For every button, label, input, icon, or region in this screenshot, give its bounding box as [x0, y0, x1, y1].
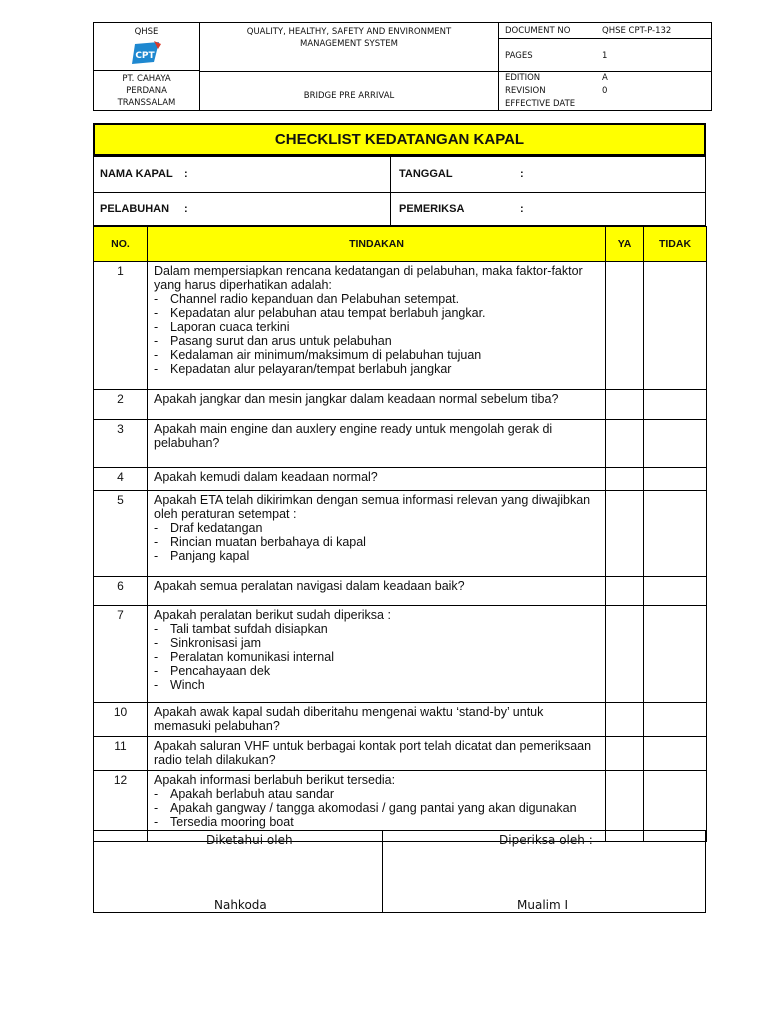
field-value: A	[602, 73, 608, 83]
row-number: 12	[94, 771, 148, 842]
action-text: Apakah kemudi dalam keadaan normal?	[154, 470, 378, 484]
action-item: - Pasang surut dan arus untuk pelabuhan	[154, 334, 599, 348]
field-label: DOCUMENT NO	[505, 26, 571, 36]
action-item: - Apakah gangway / tangga akomodasi / gang pantai yang akan digunakan	[154, 801, 599, 815]
row-number: 7	[94, 606, 148, 703]
tidak-checkbox-cell[interactable]	[644, 577, 707, 606]
action-item: - Kepadatan alur pelayaran/tempat berlabuh jangkar	[154, 362, 599, 376]
action-item: - Channel radio kepanduan dan Pelabuhan setempat.	[154, 292, 599, 306]
table-row	[94, 491, 707, 577]
ya-checkbox-cell[interactable]	[606, 390, 644, 420]
tidak-checkbox-cell[interactable]	[644, 703, 707, 737]
no-column-header: NO.	[94, 227, 148, 262]
action-item: - Kedalaman air minimum/maksimum di pelabuhan tujuan	[154, 348, 599, 362]
tanggal-label: TANGGAL	[399, 168, 453, 180]
action-text: Apakah main engine dan auxlery engine ready untuk mengolah gerak di pelabuhan?	[154, 422, 553, 450]
action-text: Dalam mempersiapkan rencana kedatangan di pelabuhan, maka faktor-faktor yang harus diperhatikan adalah:	[154, 264, 583, 292]
action-cell	[148, 468, 606, 491]
row-number: 1	[94, 262, 148, 390]
field-label: PAGES	[505, 51, 533, 61]
field-label: REVISION	[505, 86, 546, 96]
field-label: EDITION	[505, 73, 541, 83]
company-name-cell	[94, 71, 200, 111]
pemeriksa-label: PEMERIKSA	[399, 203, 465, 215]
company-logo-icon	[130, 40, 164, 66]
system-title-cell	[200, 23, 499, 111]
table-row	[94, 420, 707, 468]
table-row	[94, 577, 707, 606]
action-item: - Sinkronisasi jam	[154, 636, 599, 650]
table-row	[94, 262, 707, 390]
ya-checkbox-cell[interactable]	[606, 420, 644, 468]
ya-checkbox-cell[interactable]	[606, 703, 644, 737]
field-row	[499, 23, 711, 39]
action-item: - Tersedia mooring boat	[154, 815, 599, 829]
nahkoda-label: Nahkoda	[214, 898, 267, 912]
action-item: - Laporan cuaca terkini	[154, 320, 599, 334]
action-cell	[148, 390, 606, 420]
company-name: PT. CAHAYA PERDANA TRANSSALAM	[117, 74, 176, 108]
ya-checkbox-cell[interactable]	[606, 737, 644, 771]
checklist-title: CHECKLIST KEDATANGAN KAPAL	[93, 123, 706, 156]
row-number: 2	[94, 390, 148, 420]
table-row	[94, 606, 707, 703]
field-value: QHSE CPT-P-132	[602, 26, 672, 36]
field-row	[499, 39, 711, 72]
diketahui-oleh-label: Diketahui oleh	[206, 833, 293, 847]
field-value: 1	[602, 51, 608, 61]
tidak-column-header: TIDAK	[644, 227, 707, 262]
colon: :	[184, 168, 188, 180]
system-title: QUALITY, HEALTHY, SAFETY AND ENVIRONMENT MANAGEMENT SYSTEM	[200, 26, 498, 72]
action-item: - Apakah berlabuh atau sandar	[154, 787, 599, 801]
tindakan-column-header: TINDAKAN	[148, 227, 606, 262]
qhse-logo-cell	[94, 23, 200, 71]
colon: :	[184, 203, 188, 215]
document-header	[93, 22, 711, 110]
field-value: 0	[602, 86, 608, 96]
action-text: Apakah semua peralatan navigasi dalam keadaan baik?	[154, 579, 465, 593]
action-item: - Rincian muatan berbahaya di kapal	[154, 535, 599, 549]
action-item-list	[154, 292, 599, 376]
tidak-checkbox-cell[interactable]	[644, 390, 707, 420]
signature-box	[93, 830, 706, 913]
tidak-checkbox-cell[interactable]	[644, 420, 707, 468]
table-row	[94, 390, 707, 420]
field-label: EFFECTIVE DATE	[505, 99, 576, 109]
ya-column-header: YA	[606, 227, 644, 262]
action-item: - Tali tambat sufdah disiapkan	[154, 622, 599, 636]
table-row	[94, 468, 707, 491]
info-row-2	[94, 192, 705, 227]
action-item-list	[154, 787, 599, 829]
pelabuhan-label: PELABUHAN	[100, 203, 170, 215]
ya-checkbox-cell[interactable]	[606, 262, 644, 390]
tidak-checkbox-cell[interactable]	[644, 737, 707, 771]
org-code: QHSE	[134, 27, 159, 37]
row-number: 4	[94, 468, 148, 491]
action-text: Apakah informasi berlabuh berikut tersedia:	[154, 773, 396, 787]
action-item: - Peralatan komunikasi internal	[154, 650, 599, 664]
action-text: Apakah peralatan berikut sudah diperiksa :	[154, 608, 391, 622]
action-item: - Draf kedatangan	[154, 521, 599, 535]
action-text: Apakah jangkar dan mesin jangkar dalam keadaan normal sebelum tiba?	[154, 392, 559, 406]
colon: :	[520, 203, 524, 215]
ya-checkbox-cell[interactable]	[606, 577, 644, 606]
ya-checkbox-cell[interactable]	[606, 491, 644, 577]
action-text: Apakah ETA telah dikirimkan dengan semua informasi relevan yang diwajibkan oleh peraturan setempat :	[154, 493, 591, 521]
action-cell	[148, 262, 606, 390]
action-cell	[148, 737, 606, 771]
tidak-checkbox-cell[interactable]	[644, 468, 707, 491]
action-text: Apakah awak kapal sudah diberitahu mengenai waktu ‘stand-by’ untuk memasuki pelabuhan?	[154, 705, 544, 733]
procedure-title: BRIDGE PRE ARRIVAL	[303, 91, 395, 101]
action-cell	[148, 577, 606, 606]
action-cell	[148, 703, 606, 737]
nama-kapal-label: NAMA KAPAL	[100, 168, 173, 180]
action-cell	[148, 606, 606, 703]
mualim-label: Mualim I	[517, 898, 569, 912]
row-number: 11	[94, 737, 148, 771]
logo-text: CPT	[134, 51, 155, 61]
action-item: - Winch	[154, 678, 599, 692]
colon: :	[520, 168, 524, 180]
diperiksa-oleh-label: Diperiksa oleh :	[499, 833, 593, 847]
action-item-list	[154, 521, 599, 563]
checklist-table	[93, 226, 707, 842]
ya-checkbox-cell[interactable]	[606, 468, 644, 491]
action-item: - Kepadatan alur pelabuhan atau tempat berlabuh jangkar.	[154, 306, 599, 320]
ship-info-box	[93, 156, 706, 226]
action-item: - Panjang kapal	[154, 549, 599, 563]
action-cell	[148, 420, 606, 468]
tidak-checkbox-cell[interactable]	[644, 262, 707, 390]
action-cell	[148, 491, 606, 577]
action-item: - Pencahayaan dek	[154, 664, 599, 678]
action-text: Apakah saluran VHF untuk berbagai kontak port telah dicatat dan pemeriksaan radio telah dilakukan?	[154, 739, 592, 767]
table-row	[94, 737, 707, 771]
action-item-list	[154, 622, 599, 692]
row-number: 5	[94, 491, 148, 577]
row-number: 3	[94, 420, 148, 468]
row-number: 6	[94, 577, 148, 606]
row-number: 10	[94, 703, 148, 737]
document-fields-cell	[499, 23, 712, 111]
tidak-checkbox-cell[interactable]	[644, 491, 707, 577]
tidak-checkbox-cell[interactable]	[644, 606, 707, 703]
info-row-1	[94, 157, 705, 193]
ya-checkbox-cell[interactable]	[606, 606, 644, 703]
table-row	[94, 703, 707, 737]
